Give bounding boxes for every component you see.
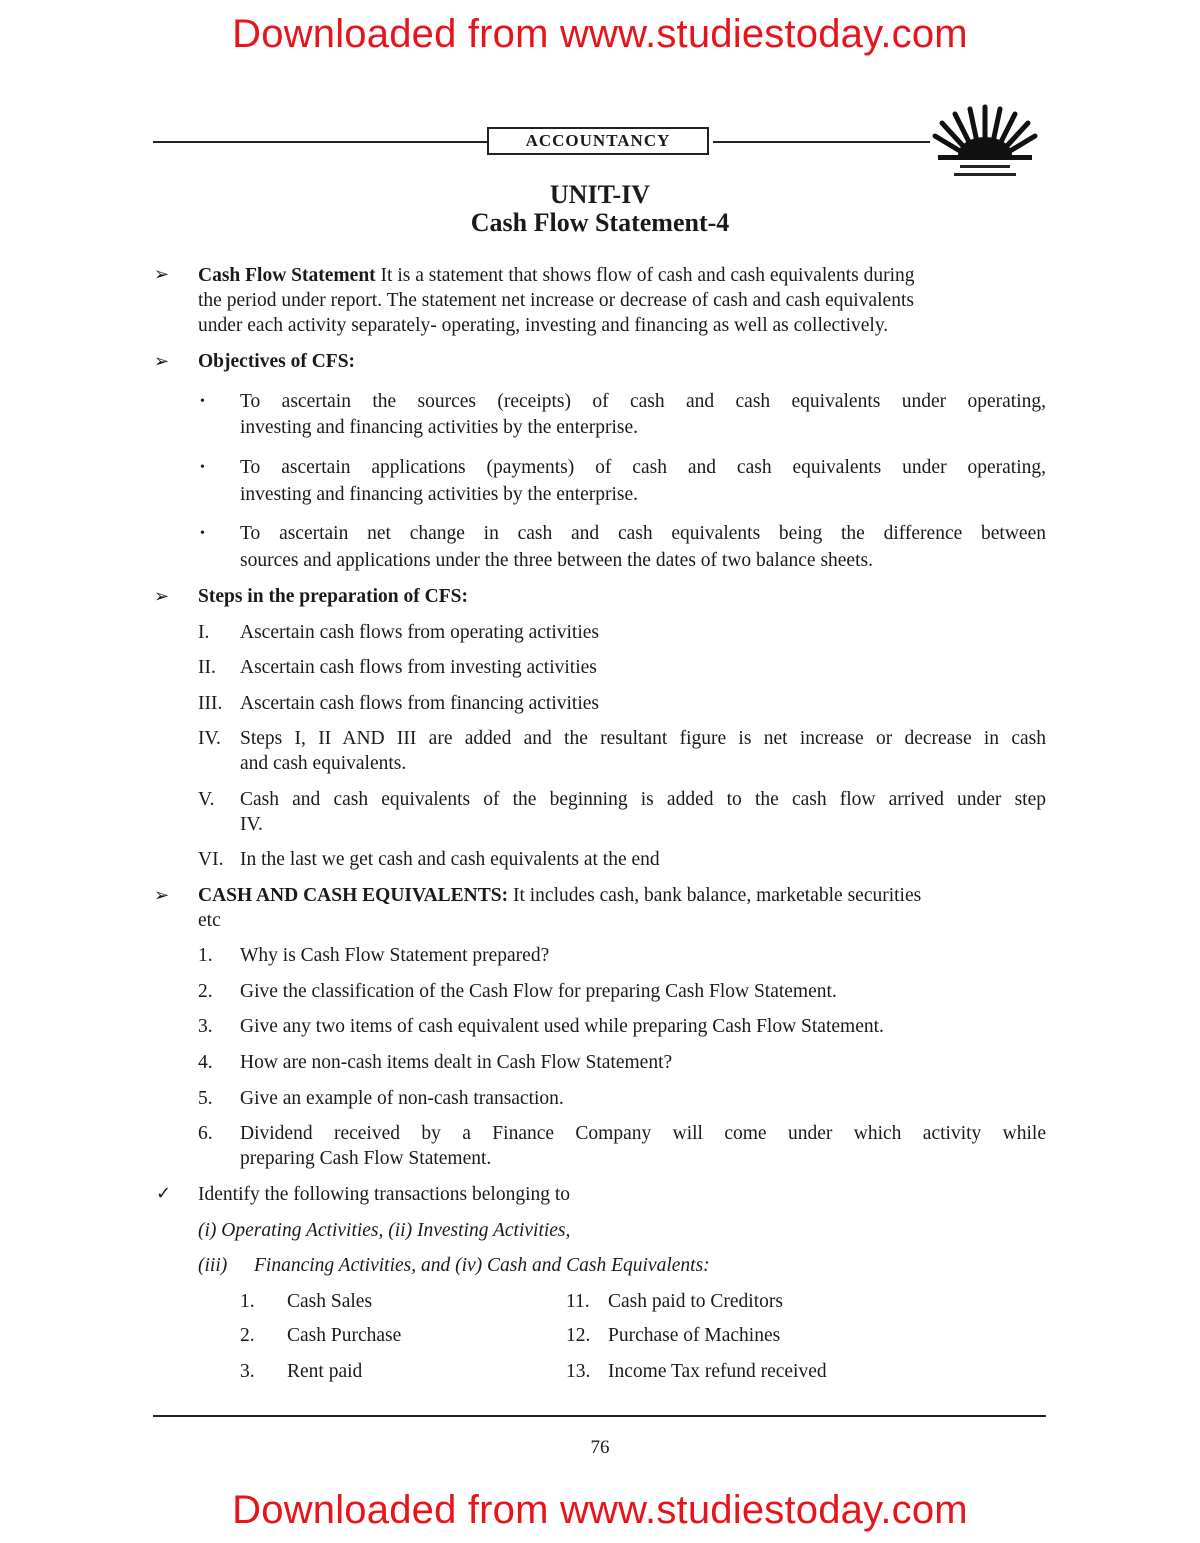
header-rule-left [153,141,488,143]
transaction-number: 2. [240,1325,255,1346]
step-text: Ascertain cash flows from financing activities [240,693,600,714]
step-text: Cash and cash equivalents of the beginning is added to the cash flow arrived under step [240,789,1046,810]
intro-text: It is a statement that shows flow of cash and cash equivalents during [375,265,915,286]
arrow-bullet-icon: ➢ [154,586,170,607]
identify-categories-line-2: Financing Activities, and (iv) Cash and Cash Equivalents: [254,1255,710,1276]
round-bullet-icon: • [200,460,205,475]
step-number: V. [198,789,215,810]
transaction-text: Purchase of Machines [608,1325,781,1346]
question-number: 4. [198,1052,213,1073]
objective-item-line: To ascertain applications (payments) of cash and cash equivalents under operating, [240,457,1046,478]
header-rule-right [713,141,930,143]
step-text: In the last we get cash and cash equivalents at the end [240,849,660,870]
transaction-number: 13. [566,1361,591,1382]
transaction-number: 11. [566,1291,590,1312]
step-number: VI. [198,849,224,870]
checkmark-icon: ✓ [156,1183,172,1204]
watermark-top: Downloaded from www.studiestoday.com [232,12,968,56]
step-number: I. [198,622,210,643]
step-text: Steps I, II AND III are added and the resultant figure is net increase or decrease in cash [240,728,1046,749]
step-text: Ascertain cash flows from investing activities [240,657,597,678]
objective-item-line: sources and applications under the three between the dates of two balance sheets. [240,550,873,571]
cash-equivalents-text: It includes cash, bank balance, marketable securities [508,885,922,906]
transaction-number: 3. [240,1361,255,1382]
objective-item-line: investing and financing activities by the enterprise. [240,417,639,438]
transaction-text: Income Tax refund received [608,1361,827,1382]
transaction-text: Cash paid to Creditors [608,1291,783,1312]
objectives-heading: Objectives of CFS: [198,351,356,372]
page-number: 76 [590,1437,610,1458]
intro-line-3: under each activity separately- operating, investing and financing as well as collectively. [198,315,889,336]
question-text: Give an example of non-cash transaction. [240,1088,564,1109]
step-text: IV. [240,814,263,835]
question-number: 3. [198,1016,213,1037]
question-number: 5. [198,1088,213,1109]
identify-categories-line-1: (i) Operating Activities, (ii) Investing Activities, [198,1220,571,1241]
cash-equivalents-line-1 [198,883,1046,908]
objective-item-line: To ascertain the sources (receipts) of cash and cash equivalents under operating, [240,391,1046,412]
intro-line-2: the period under report. The statement net increase or decrease of cash and cash equivalents [198,290,914,311]
intro-line-1 [198,263,1046,288]
transaction-text: Rent paid [287,1361,363,1382]
step-text: and cash equivalents. [240,753,407,774]
question-text: Give the classification of the Cash Flow for preparing Cash Flow Statement. [240,981,837,1002]
round-bullet-icon: • [200,526,205,541]
step-number: II. [198,657,216,678]
question-text: preparing Cash Flow Statement. [240,1148,492,1169]
watermark-bottom: Downloaded from www.studiestoday.com [232,1488,968,1532]
question-text: How are non-cash items dealt in Cash Flow Statement? [240,1052,673,1073]
transaction-text: Cash Purchase [287,1325,402,1346]
round-bullet-icon: • [200,394,205,409]
step-text: Ascertain cash flows from operating activities [240,622,600,643]
transaction-number: 12. [566,1325,591,1346]
question-text: Dividend received by a Finance Company will come under which activity while [240,1123,1046,1144]
question-number: 2. [198,981,213,1002]
arrow-bullet-icon: ➢ [154,264,170,285]
cash-equivalents-term: CASH AND CASH EQUIVALENTS: [198,885,509,906]
step-number: IV. [198,728,221,749]
question-number: 1. [198,945,213,966]
identify-categories-number: (iii) [198,1255,228,1276]
document-title: Cash Flow Statement-4 [470,208,730,237]
footer-rule [153,1415,1046,1417]
intro-term: Cash Flow Statement [198,265,376,286]
cash-equivalents-line-2: etc [198,910,221,931]
objective-item-line: investing and financing activities by the enterprise. [240,484,639,505]
kvs-sun-emblem-icon [930,103,1040,183]
arrow-bullet-icon: ➢ [154,351,170,372]
step-number: III. [198,693,223,714]
transaction-number: 1. [240,1291,255,1312]
unit-title: UNIT-IV [549,180,651,209]
transaction-text: Cash Sales [287,1291,373,1312]
subject-label: ACCOUNTANCY [487,127,709,155]
identify-prompt: Identify the following transactions belonging to [198,1184,571,1205]
arrow-bullet-icon: ➢ [154,885,170,906]
objective-item-line: To ascertain net change in cash and cash equivalents being the difference between [240,523,1046,544]
steps-heading: Steps in the preparation of CFS: [198,586,468,607]
question-text: Give any two items of cash equivalent used while preparing Cash Flow Statement. [240,1016,884,1037]
question-number: 6. [198,1123,213,1144]
question-text: Why is Cash Flow Statement prepared? [240,945,550,966]
